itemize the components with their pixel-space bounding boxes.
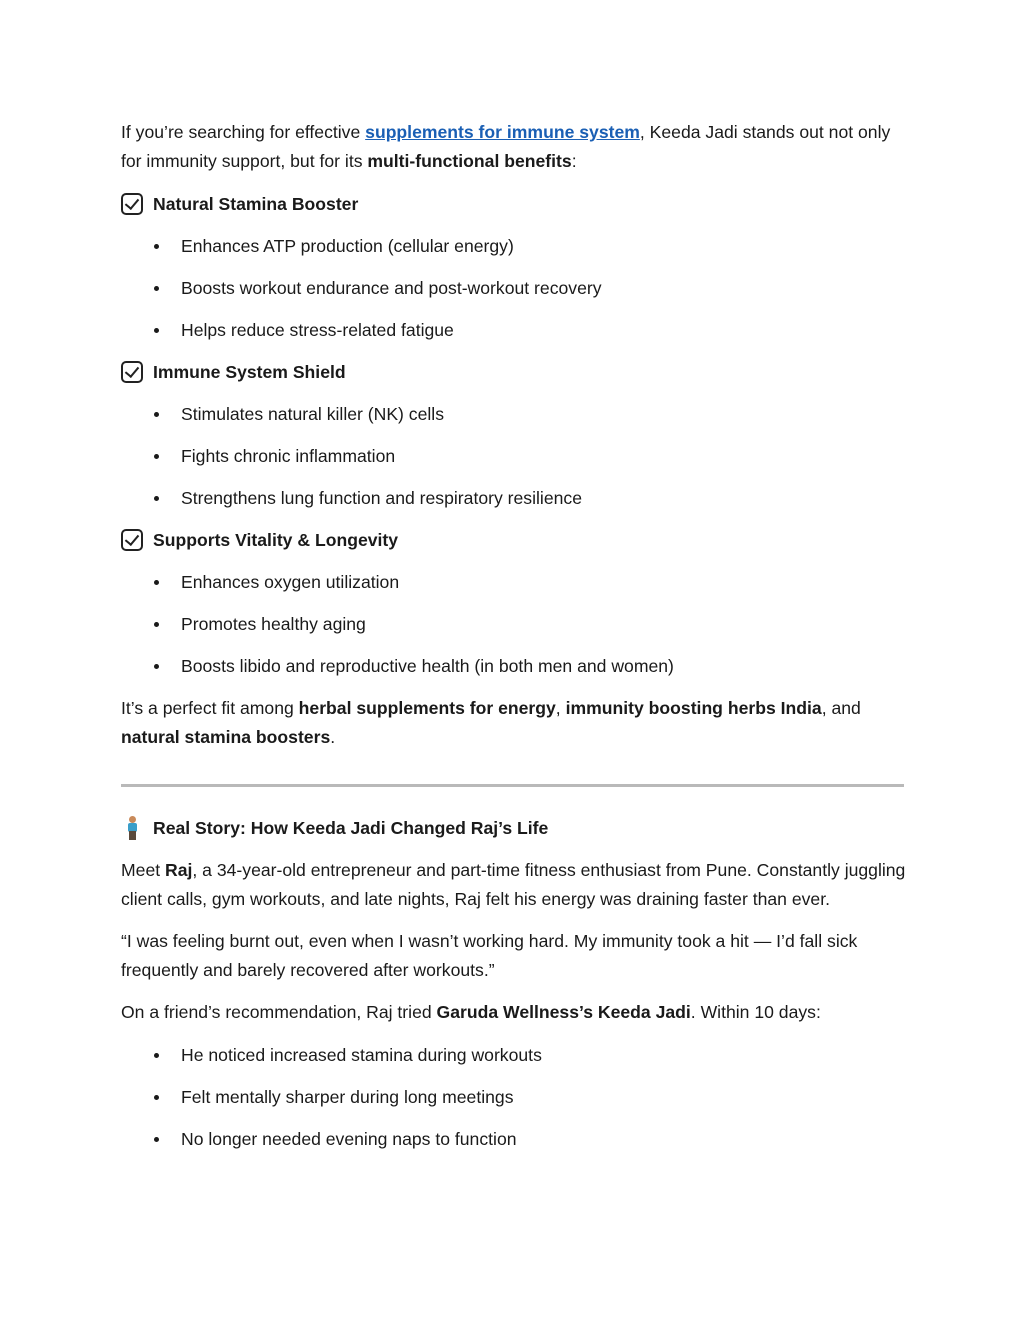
story-heading	[121, 814, 911, 842]
fit-separator: , and	[821, 698, 861, 718]
bullet-list	[121, 400, 911, 512]
list-item: Stimulates natural killer (NK) cells	[121, 400, 911, 428]
section-heading	[121, 190, 911, 218]
list-item: Strengthens lung function and respiratory resilience	[121, 484, 911, 512]
list-item: Enhances oxygen utilization	[121, 568, 911, 596]
fit-bold-stamina: natural stamina boosters	[121, 726, 331, 747]
fit-bold-immunity: immunity boosting herbs India	[565, 698, 822, 718]
intro-bold-text: multi-functional benefits	[367, 150, 572, 171]
story-text: On a friend’s recommendation, Raj tried	[121, 1002, 437, 1022]
list-item: Helps reduce stress-related fatigue	[121, 316, 911, 344]
document-content	[121, 118, 911, 1167]
list-item: No longer needed evening naps to function	[121, 1125, 911, 1153]
story-bullet-list	[121, 1041, 911, 1153]
story-text-rest: . Within 10 days:	[690, 1002, 821, 1022]
section-heading	[121, 358, 911, 386]
story-title: Real Story: How Keeda Jadi Changed Raj’s Life	[153, 817, 549, 838]
section-vitality	[121, 526, 911, 680]
list-item: Boosts libido and reproductive health (in both men and women)	[121, 652, 911, 680]
list-item: Boosts workout endurance and post-workout recovery	[121, 274, 911, 302]
story-text: Meet	[121, 860, 166, 880]
intro-text: If you’re searching for effective	[121, 122, 366, 142]
bullet-list	[121, 568, 911, 680]
story-text-rest: , a 34-year-old entrepreneur and part-time fitness enthusiast from Pune. Constantly juggling client calls, gym workouts, and late nights, Raj felt his energy was draining faster than ever.	[121, 860, 906, 909]
list-item: He noticed increased stamina during workouts	[121, 1041, 911, 1069]
list-item: Promotes healthy aging	[121, 610, 911, 638]
section-title: Supports Vitality & Longevity	[153, 529, 399, 550]
intro-text-end: :	[571, 150, 577, 171]
checkbox-check-icon	[121, 193, 143, 215]
fit-paragraph	[121, 694, 911, 751]
story-quote: “I was feeling burnt out, even when I wasn’t working hard. My immunity took a hit — I’d fall sick frequently and barely recovered after workouts.”	[121, 931, 858, 980]
section-title: Natural Stamina Booster	[153, 193, 359, 214]
person-standing-icon	[121, 816, 143, 840]
section-heading	[121, 526, 911, 554]
section-title: Immune System Shield	[153, 361, 346, 382]
horizontal-divider	[121, 784, 904, 787]
story-bold-name: Raj	[165, 860, 193, 880]
fit-text: It’s a perfect fit among	[121, 698, 299, 718]
fit-text-end: .	[330, 726, 336, 747]
story-paragraph-intro	[121, 856, 911, 913]
bullet-list	[121, 232, 911, 344]
section-stamina	[121, 190, 911, 344]
fit-bold-energy: herbal supplements for energy	[298, 698, 556, 718]
fit-separator: ,	[555, 698, 566, 718]
checkbox-check-icon	[121, 361, 143, 383]
checkbox-check-icon	[121, 529, 143, 551]
immune-supplements-link[interactable]: supplements for immune system	[365, 122, 640, 142]
list-item: Felt mentally sharper during long meetings	[121, 1083, 911, 1111]
story-bold-product: Garuda Wellness’s Keeda Jadi	[436, 1002, 691, 1022]
section-immune	[121, 358, 911, 512]
list-item: Enhances ATP production (cellular energy)	[121, 232, 911, 260]
intro-text-middle: , Keeda Jadi stands out not only for immunity support, but for its	[121, 122, 891, 171]
list-item: Fights chronic inflammation	[121, 442, 911, 470]
intro-paragraph	[121, 118, 911, 175]
story-paragraph-result	[121, 998, 911, 1027]
